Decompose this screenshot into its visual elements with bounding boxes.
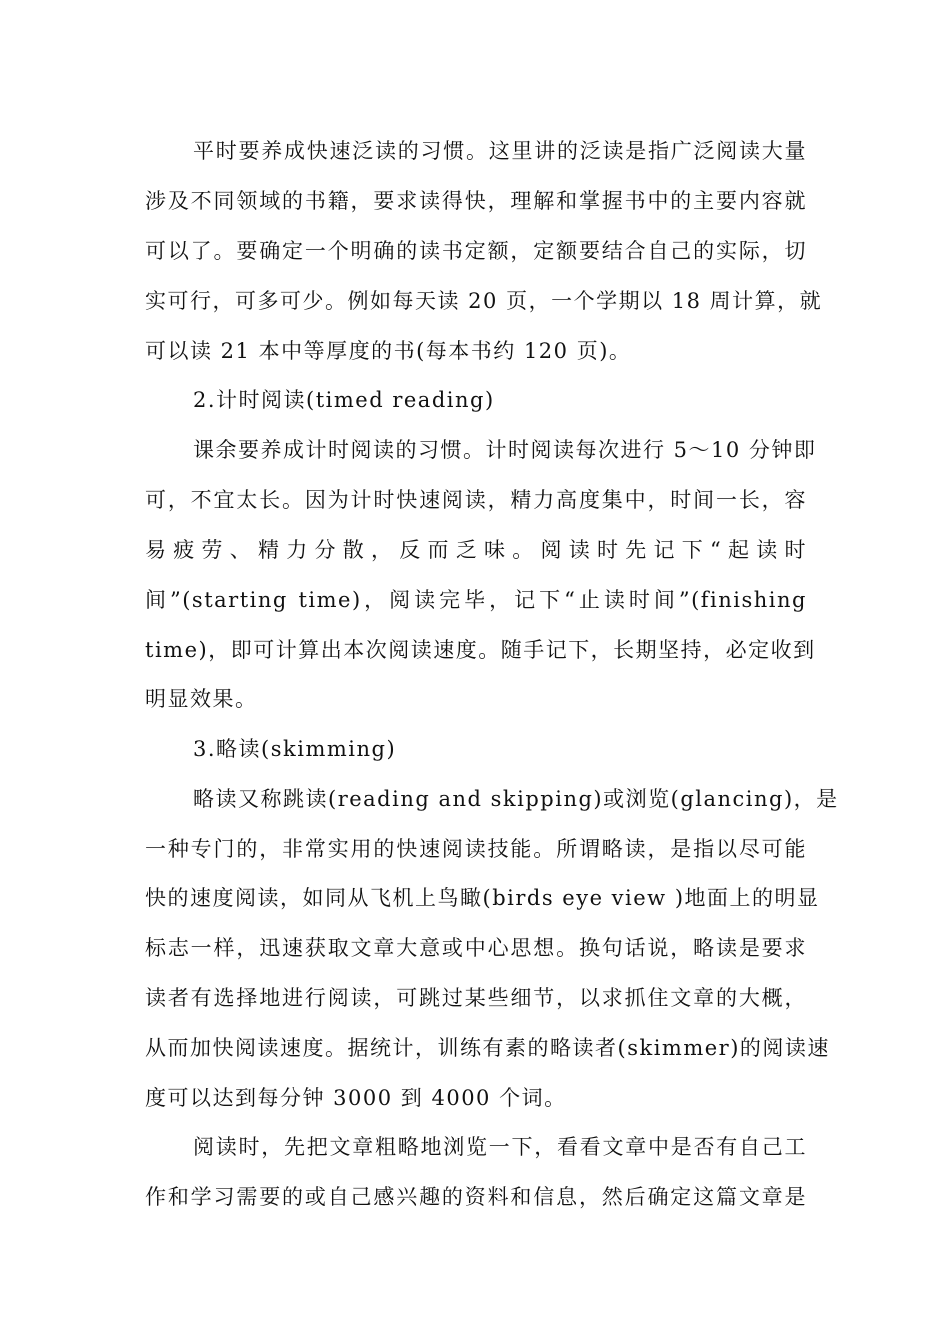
text-line: 略读又称跳读(reading and skipping)或浏览(glancing)，是 — [193, 787, 839, 811]
section-heading: 3.略读(skimming) — [193, 737, 397, 761]
text-line: 快的速度阅读，如同从飞机上鸟瞰(birds eye view )地面上的明显 — [145, 886, 820, 910]
text-line: time)，即可计算出本次阅读速度。随手记下，长期坚持，必定收到 — [145, 638, 816, 662]
text-line: 作和学习需要的或自己感兴趣的资料和信息，然后确定这篇文章是 — [145, 1185, 807, 1209]
text-line: 一种专门的，非常实用的快速阅读技能。所谓略读，是指以尽可能 — [145, 837, 807, 861]
text-line: 可，不宜太长。因为计时快速阅读，精力高度集中，时间一长，容 — [145, 488, 807, 512]
text-line: 课余要养成计时阅读的习惯。计时阅读每次进行 5～10 分钟即 — [193, 438, 817, 462]
text-line: 平时要养成快速泛读的习惯。这里讲的泛读是指广泛阅读大量 — [193, 139, 807, 163]
text-line: 可以了。要确定一个明确的读书定额，定额要结合自己的实际，切 — [145, 239, 807, 263]
text-line: 可以读 21 本中等厚度的书(每本书约 120 页)。 — [145, 339, 632, 363]
text-line: 实可行，可多可少。例如每天读 20 页，一个学期以 18 周计算，就 — [145, 289, 823, 313]
text-line: 读者有选择地进行阅读，可跳过某些细节，以求抓住文章的大概， — [145, 986, 807, 1010]
section-heading: 2.计时阅读(timed reading) — [193, 388, 495, 412]
text-line: 涉及不同领域的书籍，要求读得快，理解和掌握书中的主要内容就 — [145, 189, 807, 213]
text-line: 度可以达到每分钟 3000 到 4000 个词。 — [145, 1086, 567, 1110]
text-line: 标志一样，迅速获取文章大意或中心思想。换句话说，略读是要求 — [145, 936, 807, 960]
text-line: 阅读时，先把文章粗略地浏览一下，看看文章中是否有自己工 — [193, 1135, 807, 1159]
text-line: 从而加快阅读速度。据统计，训练有素的略读者(skimmer)的阅读速 — [145, 1036, 830, 1060]
text-line: 明显效果。 — [145, 687, 258, 711]
text-line: 间”(starting time)，阅读完毕，记下“止读时间”(finishing — [145, 588, 807, 612]
text-line: 易疲劳、精力分散，反而乏味。阅读时先记下“起读时 — [145, 538, 807, 562]
